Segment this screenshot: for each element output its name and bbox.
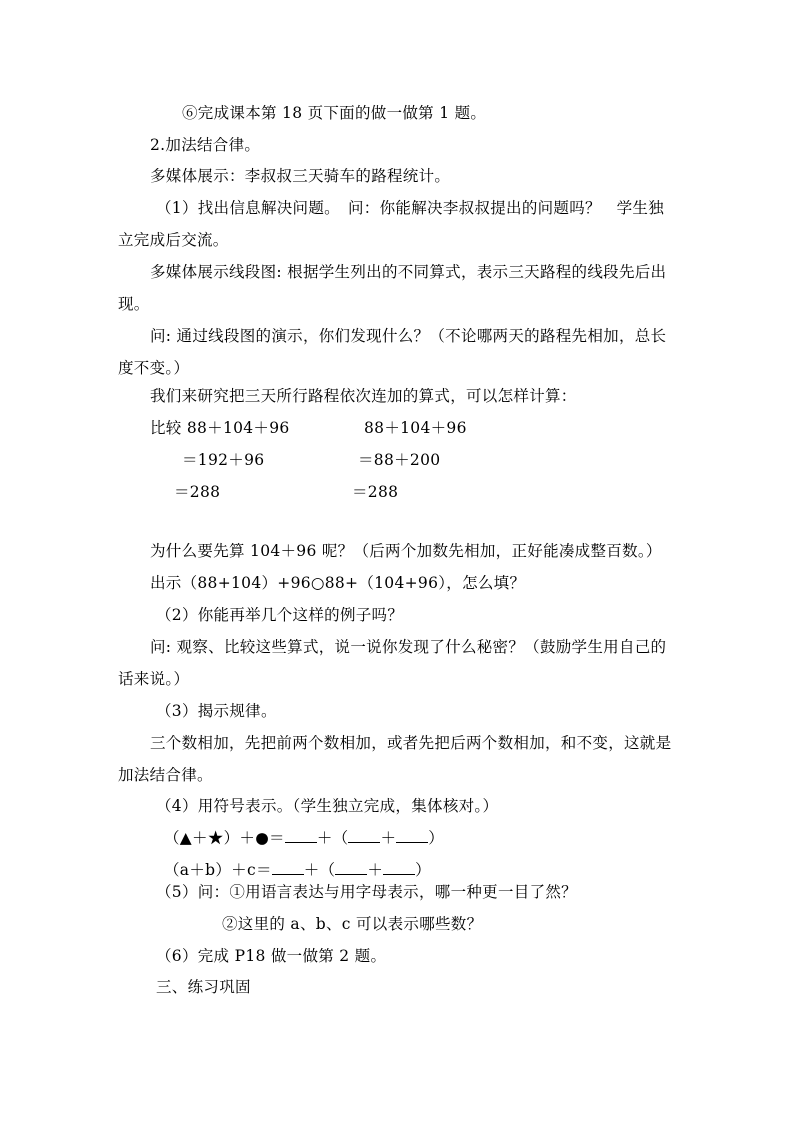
- text-line-step-5-part-2: ②这里的 a、b、c 可以表示哪些数？: [222, 915, 483, 933]
- answer-blank[interactable]: [396, 828, 428, 843]
- answer-blank[interactable]: [383, 860, 415, 875]
- text-line-observe-cont: 话来说。）: [118, 670, 190, 688]
- text-line-step-3: （3）揭示规律。: [156, 702, 277, 720]
- text-line-show-compare: 出示（88+104）+96○88+（104+96），怎么填？: [150, 574, 526, 592]
- text-line-step-4: （4）用符号表示。（学生独立完成，集体核对。）: [156, 797, 499, 815]
- text-line-observe: 问: 观察、比较这些算式，说一说你发现了什么秘密？（鼓励学生用自己的: [150, 638, 667, 656]
- answer-blank[interactable]: [285, 828, 317, 843]
- symbol-formula-letters-part-3: ＋: [367, 861, 384, 879]
- calc-left-line-2: ＝192＋96: [182, 451, 265, 469]
- symbol-formula-shapes-part-4: ）: [428, 829, 445, 847]
- symbol-formula-letters-part-1: （a＋b）＋c＝: [164, 861, 272, 879]
- text-line-why: 为什么要先算 104＋96 呢？（后两个加数先相加，正好能凑成整百数。）: [150, 542, 662, 560]
- text-line-step-5: （5）问：①用语言表达与用字母表示，哪一种更一目了然？: [156, 883, 577, 901]
- text-line-step-6: （6）完成 P18 做一做第 2 题。: [156, 947, 387, 965]
- calc-right-line-2: ＝88＋200: [358, 451, 441, 469]
- text-line-segment-diagram: 多媒体展示线段图: 根据学生列出的不同算式，表示三天路程的线段先后出: [150, 263, 667, 281]
- text-line-step-2: （2）你能再举几个这样的例子吗？: [156, 606, 404, 624]
- symbol-formula-letters-part-4: ）: [415, 861, 431, 879]
- text-line-research: 我们来研究把三天所行路程依次连加的算式，可以怎样计算：: [150, 387, 577, 405]
- symbol-formula-shapes-part-3: ＋: [380, 829, 397, 847]
- text-line-exercise-6: ⑥完成课本第 18 页下面的做一做第 1 题。: [182, 104, 487, 122]
- symbol-formula-shapes-part-2: ＋（: [316, 829, 349, 847]
- heading-associative-law: 2.加法结合律。: [150, 136, 261, 154]
- calc-right-line-1: 88＋104＋96: [364, 419, 467, 437]
- text-line-multimedia-stats: 多媒体展示：李叔叔三天骑车的路程统计。: [150, 167, 451, 185]
- symbol-formula-letters-part-2: ＋（: [303, 861, 336, 879]
- text-line-rule: 三个数相加，先把前两个数相加，或者先把后两个数相加，和不变，这就是: [150, 734, 672, 752]
- symbol-formula-shapes-part-1: （▲＋★）＋●＝: [164, 829, 285, 847]
- calc-left-line-3: ＝288: [174, 483, 221, 501]
- text-line-rule-cont: 加法结合律。: [118, 766, 213, 784]
- text-line-question-discovery: 问: 通过线段图的演示，你们发现什么？（不论哪两天的路程先相加，总长: [150, 327, 667, 345]
- text-line-segment-diagram-cont: 现。: [118, 295, 150, 313]
- section-heading-practice: 三、练习巩固: [156, 978, 251, 996]
- calc-left-line-1: 比较 88＋104＋96: [150, 419, 290, 437]
- answer-blank[interactable]: [272, 860, 304, 875]
- calc-right-line-3: ＝288: [352, 483, 399, 501]
- symbol-formula-shapes: [164, 828, 444, 848]
- answer-blank[interactable]: [348, 828, 380, 843]
- text-line-step-1: （1）找出信息解决问题。 问：你能解决李叔叔提出的问题吗？ 学生独: [156, 199, 665, 217]
- symbol-formula-letters: [164, 860, 431, 880]
- text-line-step-1-cont: 立完成后交流。: [118, 231, 229, 249]
- text-line-question-discovery-cont: 度不变。）: [118, 359, 190, 377]
- answer-blank[interactable]: [335, 860, 367, 875]
